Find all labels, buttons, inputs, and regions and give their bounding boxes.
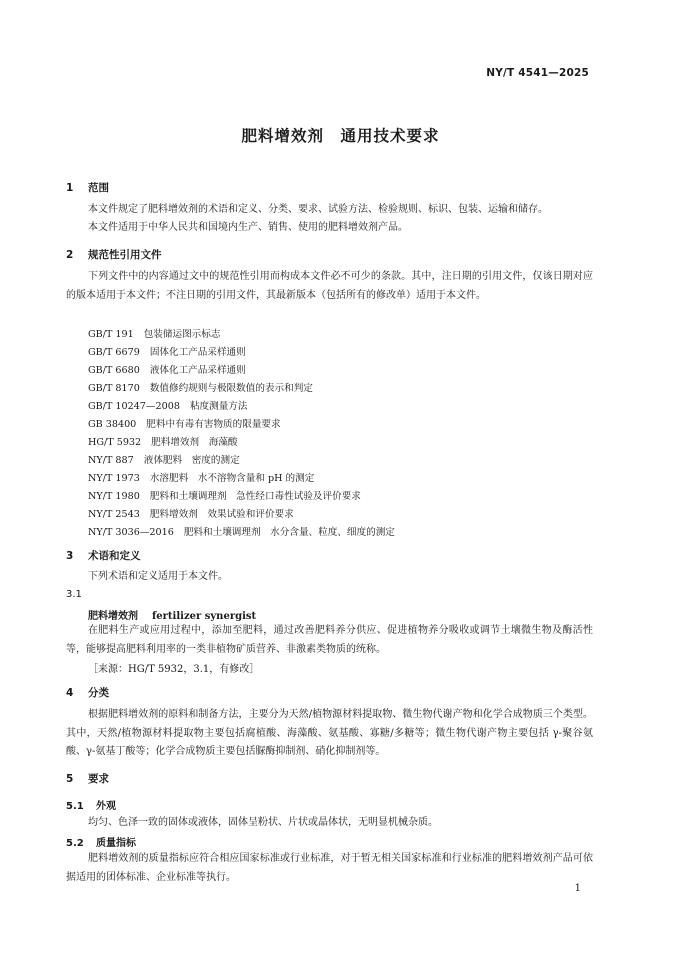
section-number: 5 — [66, 773, 74, 785]
paragraph: 根据肥料增效剂的原料和制备方法，主要分为天然/植物源材料提取物、微生物代谢产物和化学合成物质三个类型。其中，天然/植物源材料提取物主要包括腐植酸、海藻酸、氨基酸、寡糖/多糖等；微生物代谢产物主要包括 γ-聚谷氨酸、γ-氨基丁酸等；化学合成物质主要包括脲酶抑制剂、硝化抑制剂等。 — [66, 709, 593, 757]
reference-item — [88, 524, 395, 538]
reference-item — [88, 416, 281, 430]
reference-code: NY/T 2543 — [88, 509, 140, 520]
reference-code: GB/T 6680 — [88, 365, 140, 376]
reference-code: GB/T 8170 — [88, 383, 140, 394]
section-1-heading — [66, 180, 109, 195]
section-number: 4 — [66, 687, 74, 699]
reference-title: 数值修约规则与极限数值的表示和判定 — [149, 383, 313, 394]
paragraph: 均匀、色泽一致的固体或液体，固体呈粉状、片状或晶体状，无明显机械杂质。 — [88, 817, 438, 828]
reference-title: 包装储运图示标志 — [143, 329, 221, 340]
reference-item — [88, 434, 237, 448]
reference-title: 肥料中有毒有害物质的限量要求 — [146, 419, 281, 430]
reference-item — [88, 344, 246, 358]
subsection-number: 5.2 — [66, 838, 84, 849]
term-definition: 在肥料生产或应用过程中，添加至肥料，通过改善肥料养分供应、促进植物养分吸收或调节土壤微生物及酶活性等，能够提高肥料利用率的一类非植物矿质营养、非激素类物质的统称。 — [66, 625, 593, 655]
paragraph: 下列文件中的内容通过文中的规范性引用而构成本文件必不可少的条款。其中，注日期的引用文件，仅该日期对应的版本适用于本文件；不注日期的引用文件，其最新版本（包括所有的修改单）适用于本文件。 — [66, 271, 593, 301]
subsection-5-2-heading — [66, 834, 136, 849]
reference-code: GB 38400 — [88, 419, 137, 430]
subsection-5-1-heading — [66, 797, 116, 812]
section-3-heading — [66, 548, 141, 563]
section-number: 1 — [66, 182, 74, 194]
section-title: 规范性引用文件 — [88, 249, 162, 261]
reference-code: GB/T 191 — [88, 329, 134, 340]
section-number: 3 — [66, 550, 74, 562]
reference-code: NY/T 1980 — [88, 491, 140, 502]
reference-item — [88, 488, 361, 502]
reference-title: 粘度测量方法 — [189, 401, 248, 412]
reference-title: 水溶肥料 水不溶物含量和 pH 的测定 — [149, 473, 315, 484]
reference-code: NY/T 1973 — [88, 473, 140, 484]
paragraph: 本文件适用于中华人民共和国境内生产、销售、使用的肥料增效剂产品。 — [88, 222, 408, 233]
reference-title: 肥料增效剂 效果试验和评价要求 — [149, 509, 294, 520]
reference-item — [88, 470, 314, 484]
term-number: 3.1 — [66, 589, 82, 600]
term-english: fertilizer synergist — [152, 611, 257, 622]
reference-code: GB/T 10247—2008 — [88, 401, 180, 412]
reference-item — [88, 506, 294, 520]
standard-code: NY/T 4541—2025 — [486, 67, 589, 79]
section-5-heading — [66, 771, 109, 786]
section-number: 2 — [66, 249, 74, 261]
reference-code: GB/T 6679 — [88, 347, 140, 358]
section-title: 分类 — [88, 687, 109, 699]
reference-code: NY/T 887 — [88, 455, 134, 466]
reference-item — [88, 326, 220, 340]
reference-title: 固体化工产品采样通则 — [149, 347, 246, 358]
section-title: 术语和定义 — [88, 550, 141, 562]
reference-item — [88, 362, 246, 376]
reference-item — [88, 398, 248, 412]
term-entry — [88, 607, 256, 622]
reference-code: HG/T 5932 — [88, 437, 142, 448]
reference-item — [88, 380, 313, 394]
reference-item — [88, 452, 240, 466]
subsection-number: 5.1 — [66, 801, 84, 812]
section-title: 要求 — [88, 773, 109, 785]
section-2-heading — [66, 247, 162, 262]
section-4-heading — [66, 685, 109, 700]
paragraph: 本文件规定了肥料增效剂的术语和定义、分类、要求、试验方法、检验规则、标识、包装、运输和储存。 — [88, 204, 548, 215]
document-title: 肥料增效剂 通用技术要求 — [241, 127, 440, 145]
subsection-title: 质量指标 — [96, 838, 136, 849]
reference-title: 液体化工产品采样通则 — [149, 365, 246, 376]
reference-title: 肥料和土壤调理剂 急性经口毒性试验及评价要求 — [149, 491, 361, 502]
term-source: ［来源：HG/T 5932，3.1，有修改］ — [88, 664, 260, 675]
reference-title: 肥料增效剂 海藻酸 — [151, 437, 238, 448]
paragraph: 下列术语和定义适用于本文件。 — [88, 571, 228, 582]
reference-title: 肥料和土壤调理剂 水分含量、粒度、细度的测定 — [183, 527, 395, 538]
term-chinese: 肥料增效剂 — [88, 611, 138, 622]
subsection-title: 外观 — [96, 801, 116, 812]
page-number: 1 — [574, 883, 581, 894]
paragraph: 肥料增效剂的质量指标应符合相应国家标准或行业标准，对于暂无相关国家标准和行业标准的肥料增效剂产品可依据适用的团体标准、企业标准等执行。 — [66, 853, 593, 883]
reference-code: NY/T 3036—2016 — [88, 527, 174, 538]
section-title: 范围 — [88, 182, 109, 194]
reference-title: 液体肥料 密度的测定 — [143, 455, 240, 466]
